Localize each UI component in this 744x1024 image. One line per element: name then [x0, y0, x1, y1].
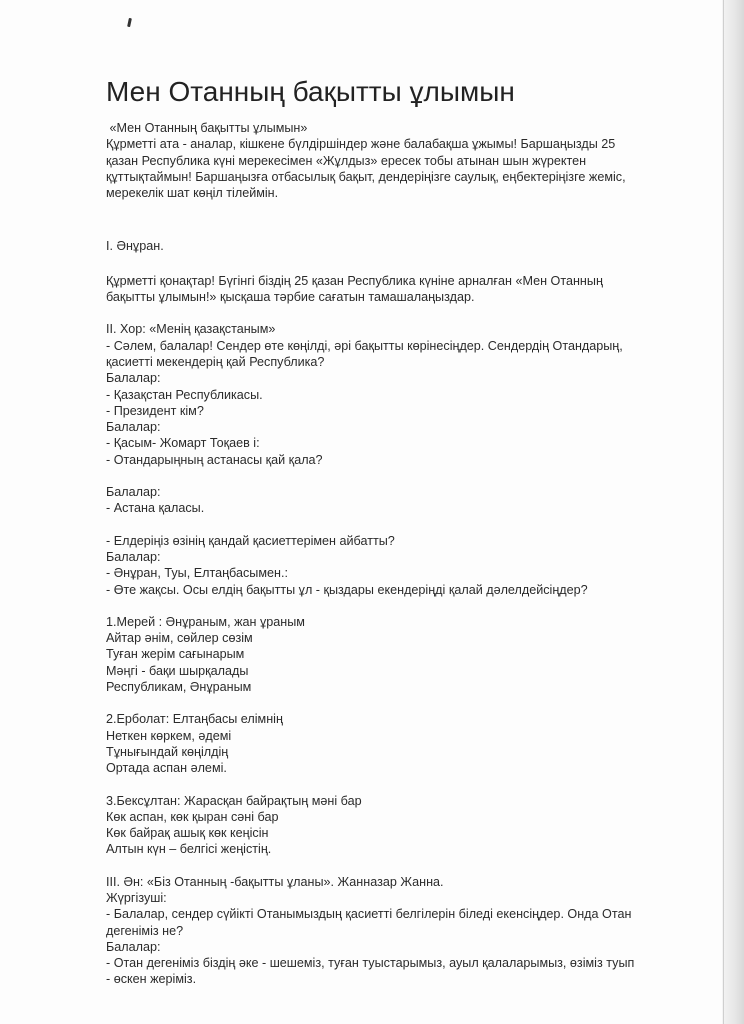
welcome-block [106, 273, 676, 306]
poem-line: Алтын күн – белгісі жеңістің. [106, 842, 272, 857]
document-content [106, 76, 676, 988]
poem-3 [106, 793, 676, 858]
scan-edge-line [723, 0, 724, 1024]
dialogue-line: - Елдеріңіз өзінің қандай қасиеттерімен айбатты? [106, 533, 395, 548]
scan-edge-shadow [722, 0, 744, 1024]
document-title: Мен Отанның бақытты ұлымын [106, 76, 515, 107]
poem-line: Неткен көркем, әдемі [106, 728, 232, 743]
welcome-line: Құрметті қонақтар! Бүгінгі біздің 25 қазан Республика күніне арналған «Мен Отанның [106, 273, 603, 288]
answer-capital-block [106, 484, 676, 517]
intro-block [106, 120, 676, 201]
poem-line: Мәңгі - бақи шырқалады [106, 663, 249, 678]
poem-line: Тұнығындай көңілдің [106, 744, 229, 759]
poem-line: Ортада аспан әлемі. [106, 761, 227, 776]
dialogue-line: - Әнұран, Туы, Елтаңбасымен.: [106, 566, 288, 581]
dialogue-line: Балалар: [106, 371, 161, 386]
dialogue-line: - Қасым- Жомарт Тоқаев і: [106, 436, 260, 451]
dialogue-line: - Астана қаласы. [106, 501, 205, 516]
poem-2 [106, 711, 676, 776]
dialogue-line: - Өте жақсы. Осы елдің бақытты ұл - қыздары екендеріңді қалай дәлелдейсіңдер? [106, 582, 588, 597]
dialogue-line: - өскен жеріміз. [106, 972, 197, 987]
dialogue-line: - Қазақстан Республикасы. [106, 387, 263, 402]
section-2-block [106, 321, 676, 468]
poem-line: 1.Мерей : Әнұраным, жан ұраным [106, 614, 305, 629]
dialogue-line: Балалар: [106, 549, 161, 564]
dialogue-line: Балалар: [106, 939, 161, 954]
intro-line: құттықтаймын! Баршаңызға отбасылық бақыт, дендеріңізге саулық, еңбектеріңізге жеміс, [106, 169, 626, 184]
dialogue-line: - Отан дегеніміз біздің әке - шешеміз, туған туыстарымыз, ауыл қалаларымыз, өзіміз туып [106, 956, 635, 971]
dialogue-line: қасиетті мекендерің қай Республика? [106, 354, 325, 369]
poem-line: Туған жерім сағынарым [106, 647, 245, 662]
poem-line: Көк байрақ ашық көк кеңісін [106, 826, 269, 841]
poem-line: 2.Ерболат: Елтаңбасы елімнің [106, 712, 283, 727]
poem-line: Республикам, Әнұраным [106, 680, 252, 695]
dialogue-line: Жүргізуші: [106, 890, 167, 905]
poem-line: 3.Бексұлтан: Жарасқан байрақтың мәні бар [106, 793, 362, 808]
dialogue-line: Балалар: [106, 485, 161, 500]
section-3-block [106, 874, 676, 988]
dialogue-line: Балалар: [106, 420, 161, 435]
dialogue-line: - Балалар, сендер сүйікті Отанымыздың қасиетті белгілерін біледі екенсіңдер. Онда Отан [106, 907, 632, 922]
section-1-heading: І. Әнұран. [106, 239, 164, 254]
dialogue-line: дегеніміз не? [106, 923, 184, 938]
section-2-heading: ІІ. Хор: «Менің қазақстаным» [106, 322, 276, 337]
intro-line: қазан Республика күні мерекесімен «Жұлдыз» ересек тобы атынан шын жүректен [106, 153, 587, 168]
dialogue-line: - Отандарыңның астанасы қай қала? [106, 452, 323, 467]
section-3-heading: ІІІ. Ән: «Біз Отанның -бақытты ұланы». Жанназар Жанна. [106, 874, 444, 889]
dialogue-line: - Сәлем, балалар! Сендер өте көңілді, әрі бақытты көрінесіңдер. Сендердің Отандарың, [106, 338, 623, 353]
scan-speck [127, 18, 132, 27]
poem-1 [106, 614, 676, 695]
intro-line: «Мен Отанның бақытты ұлымын» [106, 121, 308, 135]
poem-line: Айтар әнім, сөйлер сөзім [106, 631, 253, 646]
welcome-line: бақытты ұлымын!» қысқаша тәрбие сағатын тамашалаңыздар. [106, 290, 475, 305]
qualities-block [106, 533, 676, 598]
intro-line: мерекелік шат көңіл тілеймін. [106, 186, 279, 201]
poem-line: Көк аспан, көк қыран сәні бар [106, 809, 279, 824]
intro-line: Құрметті ата - аналар, кішкене бүлдіршіндер және балабақша ұжымы! Баршаңызды 25 [106, 137, 616, 152]
dialogue-line: - Президент кім? [106, 403, 204, 418]
